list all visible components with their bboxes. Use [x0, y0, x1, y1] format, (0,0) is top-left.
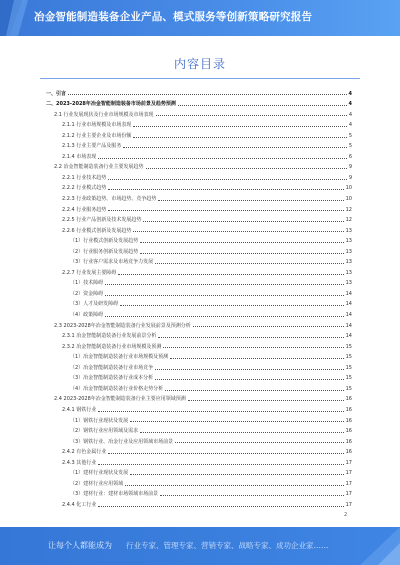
toc-entry-page: 4 — [348, 101, 352, 108]
toc-entry[interactable] — [46, 413, 352, 424]
toc-entry[interactable] — [46, 276, 352, 287]
toc-entry[interactable] — [46, 202, 352, 213]
toc-entry-page: 13 — [345, 280, 352, 287]
toc-entry-page: 15 — [345, 375, 352, 382]
toc-entry[interactable] — [46, 86, 352, 97]
toc-leader-dots — [160, 495, 343, 496]
page-number: 2 — [344, 512, 348, 518]
toc-entry-page: 9 — [348, 164, 352, 171]
toc-entry-title: 2.1 行业发展现状及行业市场规模及市场表现 — [54, 111, 154, 118]
toc-leader-dots — [108, 210, 343, 211]
toc-entry-page: 16 — [345, 438, 352, 445]
toc-entry-title: 一、引言 — [46, 90, 67, 97]
toc-entry-page: 16 — [345, 428, 352, 435]
toc-entry[interactable] — [46, 97, 352, 108]
toc-leader-dots — [133, 231, 343, 232]
toc-entry-title: 2.3.1 冶金智能制造装备行业发展前景分析 — [62, 333, 157, 340]
toc-entry[interactable] — [46, 476, 352, 487]
toc-entry-title: 2.1.2 行业主要企业及市场份额 — [62, 132, 132, 139]
toc-entry-title: 2.1.4 市场表现 — [62, 153, 97, 160]
toc-leader-dots — [165, 390, 343, 391]
toc-leader-dots — [193, 326, 344, 327]
toc-entry[interactable] — [46, 371, 352, 382]
toc-leader-dots — [120, 305, 343, 306]
toc-leader-dots — [108, 179, 347, 180]
toc-entry-title: 2.2.2 行业模式趋势 — [62, 185, 107, 192]
toc-entry[interactable] — [46, 286, 352, 297]
toc-entry[interactable] — [46, 350, 352, 361]
toc-leader-dots — [98, 411, 343, 412]
toc-leader-dots — [140, 242, 343, 243]
toc-entry-page: 5 — [348, 143, 352, 150]
toc-entry[interactable] — [46, 307, 352, 318]
toc-entry-page: 15 — [345, 385, 352, 392]
toc-leader-dots — [163, 347, 343, 348]
toc-entry[interactable] — [46, 434, 352, 445]
toc-leader-dots — [178, 105, 347, 106]
toc-entry[interactable] — [46, 339, 352, 350]
toc-entry[interactable] — [46, 392, 352, 403]
toc-entry[interactable] — [46, 265, 352, 276]
toc-entry-title: （4）政策障碍 — [70, 312, 104, 319]
footer-tagline: 行业专家、管理专家、营销专家、战略专家、成功企业家…… — [126, 541, 329, 550]
toc-entry-title: （1）钢铁行业现状及发展 — [70, 417, 129, 424]
toc-entry-page: 6 — [348, 153, 352, 160]
toc-entry-title: （1）建材行业现状及发展 — [70, 470, 129, 477]
toc-entry[interactable] — [46, 191, 352, 202]
toc-leader-dots — [155, 369, 343, 370]
toc-entry-page: 10 — [345, 185, 352, 192]
report-title: 冶金智能制造装备企业产品、模式服务等创新策略研究报告 — [34, 11, 313, 23]
toc-leader-dots — [108, 453, 343, 454]
toc-leader-dots — [108, 189, 343, 190]
toc-leader-dots — [125, 485, 343, 486]
footer-slogan: 让每个人都能成为 — [48, 541, 112, 550]
toc-entry-title: 2.3.2 冶金智能制造装备行业市场规模及预测 — [62, 343, 162, 350]
toc-entry-title: 2.3 2023-2028年冶金智能制造装备行业发展前景及预测分析 — [54, 322, 191, 329]
toc-entry[interactable] — [46, 497, 352, 508]
toc-entry-title: 2.4.1 钢铁行业 — [62, 406, 97, 413]
toc-entry-page: 15 — [345, 354, 352, 361]
toc-entry-page: 16 — [345, 449, 352, 456]
toc-divider — [40, 78, 360, 79]
toc-entry-page: 4 — [348, 90, 352, 97]
toc-entry[interactable] — [46, 445, 352, 456]
toc-entry-title: （2）钢铁行业应用领域及需求 — [70, 428, 139, 435]
toc-leader-dots — [188, 400, 344, 401]
toc-entry-title: （3）冶金智能制造装备行业成本分析 — [70, 375, 154, 382]
toc-entry[interactable] — [46, 297, 352, 308]
toc-entry[interactable] — [46, 181, 352, 192]
toc-entry[interactable] — [46, 170, 352, 181]
toc-entry-title: （3）行业客户需求及市场竞争力发展 — [70, 259, 154, 266]
toc-entry-title: （2）行业服务创新及发展趋势 — [70, 248, 139, 255]
toc-entry-title: 2.2.6 行业模式创新及发展趋势 — [62, 227, 132, 234]
toc-entry[interactable] — [46, 255, 352, 266]
toc-leader-dots — [105, 316, 343, 317]
toc-entry-page: 12 — [345, 217, 352, 224]
toc-entry-title: （4）冶金智能制造装备行业价格走势分析 — [70, 385, 164, 392]
toc-entry-page: 17 — [345, 459, 352, 466]
toc-entry-page: 14 — [345, 312, 352, 319]
toc-entry[interactable] — [46, 139, 352, 150]
toc-entry-page: 17 — [345, 480, 352, 487]
toc-entry[interactable] — [46, 213, 352, 224]
toc-entry-page: 4 — [348, 111, 352, 118]
toc-entry[interactable] — [46, 466, 352, 477]
toc-entry[interactable] — [46, 223, 352, 234]
toc-entry-title: 2.1.1 行业市场规模及市场表现 — [62, 122, 132, 129]
toc-entry[interactable] — [46, 107, 352, 118]
toc-entry[interactable] — [46, 487, 352, 498]
toc-leader-dots — [98, 158, 347, 159]
toc-entry-title: 2.2 冶金智能制造装备行业主要发展趋势 — [54, 164, 144, 171]
toc-entry-title: （2）冶金智能制造装备行业市场竞争 — [70, 364, 154, 371]
toc-entry-title: （1）技术障碍 — [70, 280, 104, 287]
toc-entry-title: （1）冶金智能制造装备行业市场规模及预测 — [70, 354, 169, 361]
toc-leader-dots — [105, 284, 343, 285]
toc-leader-dots — [118, 274, 343, 275]
toc-entry-page: 14 — [345, 301, 352, 308]
toc-entry-page: 13 — [345, 227, 352, 234]
toc-entry[interactable] — [46, 381, 352, 392]
table-of-contents — [46, 86, 352, 508]
toc-entry-page: 13 — [345, 248, 352, 255]
toc-entry-page: 5 — [348, 132, 352, 139]
toc-leader-dots — [158, 337, 343, 338]
toc-entry-title: （2）资金障碍 — [70, 290, 104, 297]
toc-leader-dots — [130, 421, 343, 422]
toc-leader-dots — [158, 200, 343, 201]
toc-entry-title: 2.2.3 行业政策趋势、市场趋势、竞争趋势 — [62, 196, 157, 203]
toc-entry-page: 15 — [345, 364, 352, 371]
toc-entry-page: 17 — [345, 470, 352, 477]
toc-entry-page: 4 — [348, 122, 352, 129]
toc-entry[interactable] — [46, 402, 352, 413]
toc-leader-dots — [105, 295, 343, 296]
toc-entry-title: 2.1.3 行业主要产品及服务 — [62, 143, 122, 150]
toc-leader-dots — [123, 147, 346, 148]
toc-entry[interactable] — [46, 360, 352, 371]
toc-leader-dots — [130, 474, 343, 475]
toc-leader-dots — [98, 464, 343, 465]
toc-entry-title: 2.4 2023-2028年冶金智能制造装备行业主要应用领域预测 — [54, 396, 186, 403]
toc-entry-title: （3）建材行业：建材市场领域市场前景 — [70, 491, 159, 498]
toc-entry-page: 14 — [345, 290, 352, 297]
toc-entry[interactable] — [46, 455, 352, 466]
footer-decoration-icon — [330, 527, 400, 565]
toc-leader-dots — [155, 263, 343, 264]
toc-entry-page: 16 — [345, 417, 352, 424]
toc-entry-title: 2.4.3 其他行业 — [62, 459, 97, 466]
toc-entry-page: 16 — [345, 406, 352, 413]
toc-leader-dots — [140, 432, 343, 433]
toc-entry-title: 2.4.4 化工行业 — [62, 501, 97, 508]
toc-entry-title: （2）建材行业应用领域 — [70, 480, 124, 487]
toc-entry-page: 14 — [345, 322, 352, 329]
toc-entry-page: 13 — [345, 238, 352, 245]
toc-entry-title: 2.4.2 有色金属行业 — [62, 449, 107, 456]
toc-entry-page: 17 — [345, 501, 352, 508]
toc-leader-dots — [143, 221, 343, 222]
toc-leader-dots — [155, 379, 343, 380]
toc-entry[interactable] — [46, 318, 352, 329]
toc-entry-page: 9 — [348, 174, 352, 181]
toc-entry-page: 17 — [345, 491, 352, 498]
toc-leader-dots — [156, 115, 347, 116]
toc-entry[interactable] — [46, 424, 352, 435]
toc-leader-dots — [133, 137, 346, 138]
page-header — [0, 0, 400, 36]
toc-entry-page: 10 — [345, 196, 352, 203]
toc-leader-dots — [68, 94, 347, 95]
toc-leader-dots — [133, 126, 346, 127]
toc-leader-dots — [146, 168, 347, 169]
toc-leader-dots — [170, 358, 343, 359]
toc-entry[interactable] — [46, 160, 352, 171]
toc-entry-title: 2.2.5 行业产品创新及技术发展趋势 — [62, 217, 142, 224]
toc-entry-page: 13 — [345, 269, 352, 276]
page-footer — [0, 527, 400, 565]
toc-heading: 内容目录 — [173, 57, 226, 71]
toc-entry-page: 12 — [345, 206, 352, 213]
toc-entry-title: 二、2023-2028年冶金智能制造装备市场前景及趋势预测 — [46, 101, 176, 108]
toc-entry-title: 2.2.7 行业发展主要障碍 — [62, 269, 117, 276]
toc-entry-title: 2.2.1 行业技术趋势 — [62, 174, 107, 181]
toc-entry-title: （1）行业模式创新及发展趋势 — [70, 238, 139, 245]
toc-entry-title: 2.2.4 行业服务趋势 — [62, 206, 107, 213]
toc-leader-dots — [98, 506, 343, 507]
toc-entry-title: （3）人才及研发障碍 — [70, 301, 119, 308]
toc-entry-page: 14 — [345, 333, 352, 340]
toc-entry-title: （3）钢铁行业、冶金行业及应用领域市场前景 — [70, 438, 174, 445]
toc-entry[interactable] — [46, 128, 352, 139]
toc-leader-dots — [175, 442, 343, 443]
toc-entry[interactable] — [46, 149, 352, 160]
toc-entry-page: 16 — [345, 396, 352, 403]
toc-entry-page: 15 — [345, 343, 352, 350]
toc-entry[interactable] — [46, 118, 352, 129]
toc-entry[interactable] — [46, 329, 352, 340]
toc-entry-page: 13 — [345, 259, 352, 266]
toc-entry[interactable] — [46, 244, 352, 255]
toc-entry[interactable] — [46, 234, 352, 245]
toc-leader-dots — [140, 253, 343, 254]
